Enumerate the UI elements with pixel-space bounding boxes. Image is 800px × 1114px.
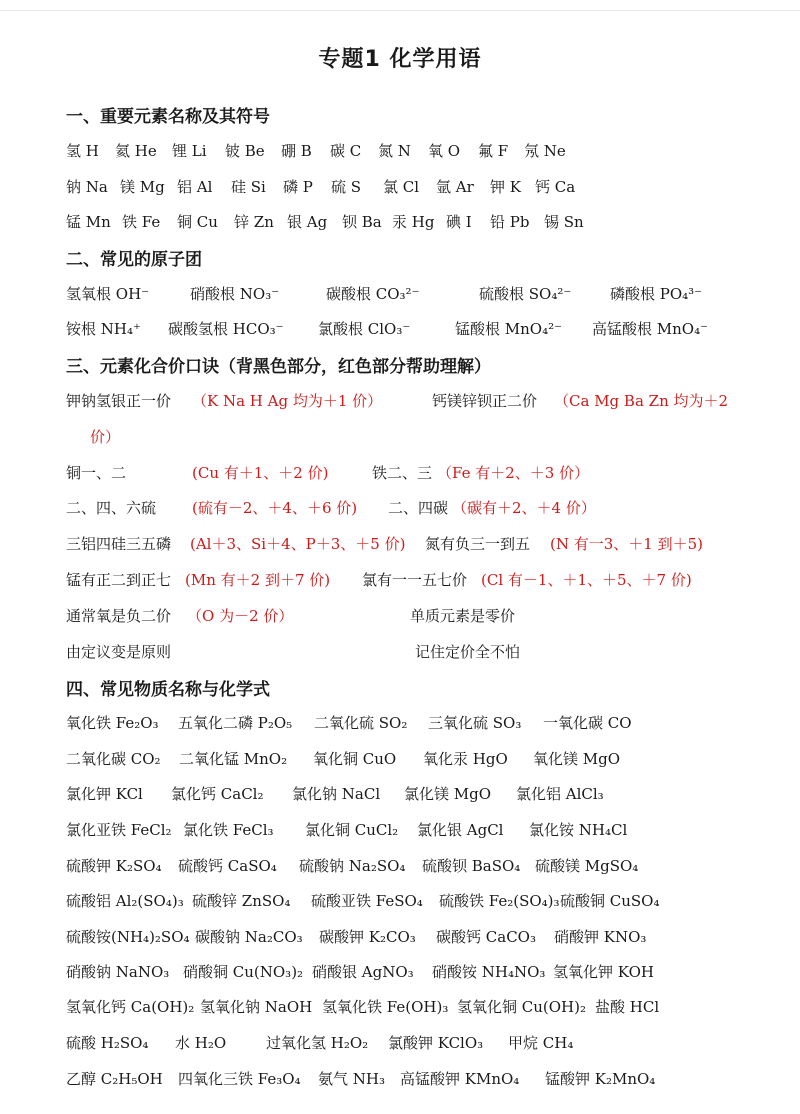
valence-note: (硫有－2、＋4、＋6 价) — [192, 499, 358, 517]
element-item: 硼 B — [281, 142, 312, 160]
radical-row — [0, 318, 800, 342]
element-item: 锌 Zn — [234, 213, 274, 231]
compound-item: 硫酸铝 Al₂(SO₄)₃ — [66, 892, 184, 910]
valence-note: （Ca Mg Ba Zn 均为＋2 — [554, 392, 729, 410]
valence-rhyme: 铁二、三 — [372, 464, 433, 482]
compound-item: 硫酸铵(NH₄)₂SO₄ — [66, 928, 190, 946]
valence-line — [0, 426, 800, 450]
valence-rhyme: 记住定价全不怕 — [415, 643, 521, 661]
element-item: 钡 Ba — [342, 213, 382, 231]
compound-row — [0, 961, 800, 985]
valence-note: (Mn 有＋2 到＋7 价) — [185, 571, 331, 589]
compound-item: 硝酸钾 KNO₃ — [554, 928, 647, 946]
radical-item: 碳酸氢根 HCO₃⁻ — [168, 320, 284, 338]
compound-item: 氯化镁 MgO — [404, 785, 492, 803]
element-item: 钠 Na — [66, 178, 108, 196]
valence-rhyme: 单质元素是零价 — [410, 607, 516, 625]
compound-item: 过氧化氢 H₂O₂ — [266, 1034, 369, 1052]
compound-item: 硫酸锌 ZnSO₄ — [192, 892, 291, 910]
element-item: 镁 Mg — [120, 178, 165, 196]
element-item: 氟 F — [478, 142, 509, 160]
compound-item: 二氧化锰 MnO₂ — [179, 750, 288, 768]
compound-item: 硫酸 H₂SO₄ — [66, 1034, 149, 1052]
compound-item: 硝酸铜 Cu(NO₃)₂ — [183, 963, 304, 981]
radical-item: 高锰酸根 MnO₄⁻ — [592, 320, 709, 338]
compound-item: 氧化铜 CuO — [313, 750, 397, 768]
radical-item: 磷酸根 PO₄³⁻ — [610, 285, 703, 303]
compound-item: 五氧化二磷 P₂O₅ — [178, 714, 293, 732]
element-item: 铅 Pb — [490, 213, 530, 231]
valence-rhyme: 铜一、二 — [66, 464, 127, 482]
compound-item: 硫酸镁 MgSO₄ — [535, 857, 639, 875]
compound-item: 盐酸 HCl — [595, 998, 660, 1016]
compound-item: 硝酸钠 NaNO₃ — [66, 963, 170, 981]
compound-item: 氯化铵 NH₄Cl — [529, 821, 628, 839]
element-item: 氧 O — [428, 142, 461, 160]
compound-item: 氯化钾 KCl — [66, 785, 143, 803]
element-item: 铝 Al — [177, 178, 213, 196]
compound-row — [0, 1068, 800, 1092]
compound-item: 高锰酸钾 KMnO₄ — [400, 1070, 520, 1088]
compound-item: 三氧化硫 SO₃ — [428, 714, 522, 732]
element-item: 碳 C — [330, 142, 362, 160]
compound-row — [0, 890, 800, 914]
element-item: 硫 S — [331, 178, 362, 196]
compound-item: 硝酸铵 NH₄NO₃ — [432, 963, 546, 981]
section-4-heading: 四、常见物质名称与化学式 — [66, 680, 270, 700]
element-item: 硅 Si — [231, 178, 266, 196]
radical-item: 硝酸根 NO₃⁻ — [190, 285, 280, 303]
radical-item: 铵根 NH₄⁺ — [66, 320, 141, 338]
compound-item: 硫酸钠 Na₂SO₄ — [299, 857, 406, 875]
compound-row — [0, 1032, 800, 1056]
valence-rhyme: 由定议变是原则 — [66, 643, 172, 661]
valence-note: 价） — [90, 428, 121, 446]
page-title: 专题1 化学用语 — [318, 47, 482, 72]
compound-item: 四氧化三铁 Fe₃O₄ — [178, 1070, 301, 1088]
element-item: 氮 N — [378, 142, 411, 160]
compound-row — [0, 926, 800, 950]
valence-line — [0, 390, 800, 414]
element-item: 钾 K — [490, 178, 521, 196]
element-item: 锂 Li — [172, 142, 207, 160]
element-item: 锰 Mn — [66, 213, 111, 231]
compound-item: 硫酸钡 BaSO₄ — [422, 857, 521, 875]
valence-rhyme: 二、四碳 — [388, 499, 449, 517]
element-item: 锡 Sn — [544, 213, 584, 231]
element-row — [0, 176, 800, 200]
compound-item: 氯化钙 CaCl₂ — [171, 785, 264, 803]
compound-item: 氧化铁 Fe₂O₃ — [66, 714, 159, 732]
section-3-heading: 三、元素化合价口诀（背黑色部分，红色部分帮助理解） — [66, 357, 491, 377]
compound-item: 水 H₂O — [175, 1034, 227, 1052]
valence-note: (N 有一3、＋1 到＋5) — [550, 535, 703, 553]
element-item: 氢 H — [66, 142, 99, 160]
compound-item: 碳酸钾 K₂CO₃ — [319, 928, 416, 946]
valence-note: (Al＋3、Si＋4、P＋3、＋5 价) — [190, 535, 406, 553]
compound-item: 硝酸银 AgNO₃ — [312, 963, 414, 981]
compound-item: 氢氧化钠 NaOH — [200, 998, 313, 1016]
compound-item: 氯酸钾 KClO₃ — [388, 1034, 484, 1052]
valence-line — [0, 462, 800, 486]
element-row — [0, 211, 800, 235]
compound-row — [0, 996, 800, 1020]
valence-rhyme: 锰有正二到正七 — [66, 571, 172, 589]
compound-item: 氧化镁 MgO — [533, 750, 621, 768]
compound-item: 硫酸钙 CaSO₄ — [178, 857, 277, 875]
valence-line — [0, 569, 800, 593]
radical-item: 锰酸根 MnO₄²⁻ — [455, 320, 563, 338]
element-item: 氩 Ar — [436, 178, 474, 196]
valence-rhyme: 通常氧是负二价 — [66, 607, 172, 625]
compound-item: 甲烷 CH₄ — [508, 1034, 574, 1052]
compound-row — [0, 712, 800, 736]
element-item: 磷 P — [283, 178, 313, 196]
radical-item: 硫酸根 SO₄²⁻ — [479, 285, 572, 303]
compound-item: 锰酸钾 K₂MnO₄ — [545, 1070, 656, 1088]
valence-rhyme: 钙镁锌钡正二价 — [432, 392, 538, 410]
valence-line — [0, 641, 800, 665]
compound-row — [0, 783, 800, 807]
element-item: 汞 Hg — [392, 213, 435, 231]
compound-row — [0, 855, 800, 879]
valence-rhyme: 氯有一一五七价 — [362, 571, 468, 589]
compound-row — [0, 819, 800, 843]
compound-item: 氯化铁 FeCl₃ — [183, 821, 274, 839]
top-divider — [0, 10, 800, 11]
valence-line — [0, 605, 800, 629]
compound-item: 二氧化碳 CO₂ — [66, 750, 161, 768]
element-item: 铁 Fe — [122, 213, 161, 231]
compound-item: 乙醇 C₂H₅OH — [66, 1070, 163, 1088]
valence-rhyme: 氮有负三一到五 — [425, 535, 531, 553]
compound-item: 一氧化碳 CO — [543, 714, 632, 732]
element-item: 铜 Cu — [177, 213, 218, 231]
valence-line — [0, 497, 800, 521]
element-item: 钙 Ca — [535, 178, 576, 196]
element-item: 银 Ag — [287, 213, 328, 231]
compound-item: 氯化铜 CuCl₂ — [305, 821, 399, 839]
valence-rhyme: 二、四、六硫 — [66, 499, 157, 517]
compound-row — [0, 748, 800, 772]
element-item: 铍 Be — [225, 142, 265, 160]
radical-item: 氯酸根 ClO₃⁻ — [318, 320, 411, 338]
valence-note: （O 为－2 价） — [187, 607, 294, 625]
radical-item: 氢氧根 OH⁻ — [66, 285, 150, 303]
valence-note: （K Na H Ag 均为＋1 价） — [192, 392, 383, 410]
compound-item: 硫酸铜 CuSO₄ — [560, 892, 660, 910]
compound-item: 氢氧化铁 Fe(OH)₃ — [322, 998, 449, 1016]
compound-item: 氯化钠 NaCl — [292, 785, 381, 803]
compound-item: 二氧化硫 SO₂ — [314, 714, 408, 732]
compound-item: 碳酸钠 Na₂CO₃ — [195, 928, 303, 946]
valence-rhyme: 钾钠氢银正一价 — [66, 392, 172, 410]
compound-item: 氯化银 AgCl — [417, 821, 504, 839]
valence-rhyme: 三铝四硅三五磷 — [66, 535, 172, 553]
compound-item: 氢氧化钙 Ca(OH)₂ — [66, 998, 195, 1016]
element-row — [0, 140, 800, 164]
compound-item: 碳酸钙 CaCO₃ — [436, 928, 536, 946]
compound-item: 硫酸亚铁 FeSO₄ — [311, 892, 423, 910]
element-item: 氖 Ne — [524, 142, 566, 160]
compound-item: 氯化亚铁 FeCl₂ — [66, 821, 172, 839]
compound-item: 氨气 NH₃ — [318, 1070, 385, 1088]
compound-item: 氧化汞 HgO — [423, 750, 508, 768]
valence-note: （碳有＋2、＋4 价） — [452, 499, 596, 517]
element-item: 氯 Cl — [383, 178, 420, 196]
radical-item: 碳酸根 CO₃²⁻ — [326, 285, 420, 303]
element-item: 氦 He — [115, 142, 157, 160]
compound-item: 硫酸铁 Fe₂(SO₄)₃ — [439, 892, 560, 910]
section-1-heading: 一、重要元素名称及其符号 — [66, 107, 270, 127]
section-2-heading: 二、常见的原子团 — [66, 250, 202, 270]
compound-item: 氢氧化铜 Cu(OH)₂ — [457, 998, 587, 1016]
compound-item: 氯化铝 AlCl₃ — [516, 785, 604, 803]
valence-note: (Cl 有－1、＋1、＋5、＋7 价) — [481, 571, 692, 589]
radical-row — [0, 283, 800, 307]
compound-item: 氢氧化钾 KOH — [553, 963, 654, 981]
valence-note: （Fe 有＋2、＋3 价） — [437, 464, 590, 482]
valence-line — [0, 533, 800, 557]
valence-note: (Cu 有＋1、＋2 价) — [192, 464, 329, 482]
compound-item: 硫酸钾 K₂SO₄ — [66, 857, 162, 875]
element-item: 碘 I — [446, 213, 472, 231]
